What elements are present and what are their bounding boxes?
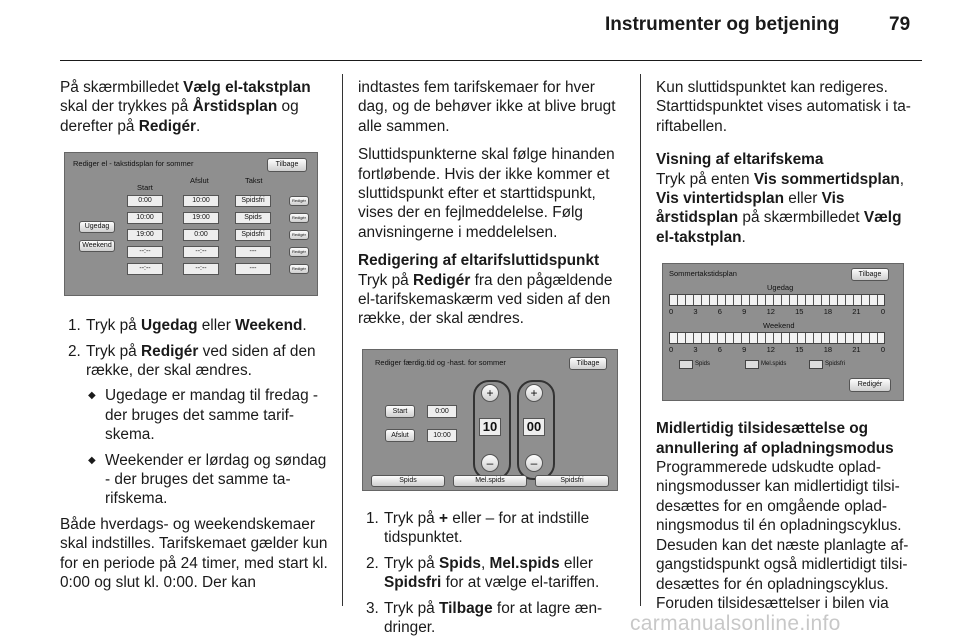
off-peak-button[interactable]: Spidsfri <box>535 475 609 487</box>
weekend-axis: 0 3 6 9 12 15 18 21 0 <box>669 345 885 355</box>
legend-swatch-mid-peak <box>745 360 759 369</box>
row-edit-button[interactable]: Redigér <box>289 196 309 206</box>
legend-swatch-peak <box>679 360 693 369</box>
section-heading: Visning af eltarifskema <box>656 151 824 169</box>
paragraph: Programmerede udskudte opladningsmodusser kan midlertidigt tilsidesættes for en omgående opladningsmodus til én opladningscyklus. Desuden kan det næste planlagte afgangstidspunkt også midlertidigt tilsidesættes for én opladningscyklus. Foruden tilsidesættelser i bilen via <box>656 459 909 612</box>
legend-swatch-off-peak <box>809 360 823 369</box>
column-rate-label: Takst <box>245 176 263 186</box>
back-button[interactable]: Tilbage <box>851 268 889 281</box>
section-heading: Redigering af eltarifsluttidspunkt <box>358 252 600 270</box>
weekend-timeline <box>669 332 885 344</box>
steps-list <box>60 316 332 509</box>
row-end-time: 0:00 <box>183 229 219 241</box>
paragraph: Tryk på enten Vis sommertidsplan, Vis vintertidsplan eller Vis årstidsplan på skærmbilledet Vælg el-takstplan. <box>656 170 905 246</box>
minute-value: 00 <box>523 418 545 436</box>
step-item: 3. Tryk på Tilbage for at lagre ændringer. <box>366 599 603 636</box>
column-divider <box>342 74 343 606</box>
row-rate: Spidsfri <box>235 195 271 207</box>
step-item: 1. Tryk på Ugedag eller Weekend. <box>68 317 307 335</box>
tariff-schedule-screenshot <box>662 263 904 401</box>
row-edit-button[interactable]: Redigér <box>289 264 309 274</box>
steps-list <box>358 509 628 637</box>
paragraph: indtastes fem tarifskemaer for hver dag, og de behøver ikke at blive brugt alle sammen. <box>358 79 616 135</box>
row-end-time: 19:00 <box>183 212 219 224</box>
row-rate: --- <box>235 263 271 275</box>
intro-paragraph: På skærmbilledet Vælg el-takstplan skal der trykkes på Årstidsplan og derefter på Redigér. <box>60 79 311 135</box>
row-rate: --- <box>235 246 271 258</box>
page-title: Instrumenter og betjening <box>605 14 840 35</box>
bullet-item: ◆ Weekender er lørdag og søndag - der bruges det samme tarifskema. <box>86 451 332 509</box>
row-edit-button[interactable]: Redigér <box>289 230 309 240</box>
column-2 <box>358 78 628 643</box>
row-start-time: --:-- <box>127 246 163 258</box>
weekend-label: Weekend <box>763 321 795 331</box>
paragraph: Sluttidspunkterne skal følge hinanden fortløbende. Hvis der ikke kommer et sluttidspunkt efter et starttidspunkt, vises der en fejlmeddelelse. Følg anvisningerne i meddelelsen. <box>358 146 615 241</box>
weekday-label: Ugedag <box>767 283 794 293</box>
minute-plus-button[interactable]: + <box>525 384 543 402</box>
page-number: 79 <box>889 14 911 35</box>
column-end-label: Afslut <box>190 176 209 186</box>
row-start-time: --:-- <box>127 263 163 275</box>
paragraph: Tryk på Redigér fra den pågældende el-tarifskemaskærm ved siden af den række, der skal ændres. <box>358 271 613 328</box>
hour-plus-button[interactable]: + <box>481 384 499 402</box>
row-end-time: --:-- <box>183 263 219 275</box>
paragraph: Kun sluttidspunktet kan redigeres. Starttidspunktet vises automatisk i tariftabellen. <box>656 79 911 135</box>
column-divider <box>640 74 641 606</box>
weekday-button[interactable]: Ugedag <box>79 221 115 233</box>
edit-button[interactable]: Redigér <box>849 378 891 392</box>
back-button[interactable]: Tilbage <box>267 158 307 172</box>
outro-paragraph: Både hverdags- og weekendskemaer skal indstilles. Tarifskemaet gælder kun for en periode på 24 timer, med start kl. 0:00 og slut kl. 0:00. Der kan <box>60 515 328 592</box>
row-end-time: --:-- <box>183 246 219 258</box>
hour-minus-button[interactable]: – <box>481 454 499 472</box>
header-rule <box>60 60 922 61</box>
back-button[interactable]: Tilbage <box>569 357 607 370</box>
row-rate: Spids <box>235 212 271 224</box>
column-1 <box>60 78 332 602</box>
weekday-axis: 0 3 6 9 12 15 18 21 0 <box>669 307 885 317</box>
start-time-value: 0:00 <box>427 405 457 418</box>
weekend-button[interactable]: Weekend <box>79 240 115 252</box>
legend-label: Spids <box>695 361 711 368</box>
bullet-item: ◆ Ugedage er mandag til fredag - der bruges det samme tarifskema. <box>86 386 332 444</box>
end-button[interactable]: Afslut <box>385 429 415 442</box>
section-heading: Midlertidig tilsidesættelse og annullering af opladningsmodus <box>656 420 894 457</box>
row-start-time: 10:00 <box>127 212 163 224</box>
screen-title: Rediger el - takstidsplan for sommer <box>73 159 194 169</box>
step-item: 1. Tryk på + eller – for at indstille tidspunktet. <box>366 509 590 547</box>
row-start-time: 0:00 <box>127 195 163 207</box>
step-item: 2. Tryk på Redigér ved siden af den række, der skal ændres. ◆ Ugedage er mandag til fredag - der bruges det samme tarifskema. ◆ Weekender er lørdag og søndag - der bruges det samme tarifskema. <box>60 342 332 509</box>
row-start-time: 19:00 <box>127 229 163 241</box>
hour-value: 10 <box>479 418 501 436</box>
watermark: carmanualsonline.info <box>630 612 841 635</box>
legend-label: Mel.spids <box>761 361 787 368</box>
screen-title: Rediger færdig.tid og -hast. for sommer <box>375 357 506 367</box>
row-rate: Spidsfri <box>235 229 271 241</box>
column-3 <box>656 78 922 622</box>
schedule-screenshot <box>64 152 318 296</box>
row-end-time: 10:00 <box>183 195 219 207</box>
row-edit-button[interactable]: Redigér <box>289 213 309 223</box>
peak-button[interactable]: Spids <box>371 475 445 487</box>
screen-title: Sommertakstidsplan <box>669 269 737 279</box>
weekday-timeline <box>669 294 885 306</box>
edit-time-screenshot <box>362 349 618 491</box>
legend-label: Spidsfri <box>825 361 846 368</box>
column-start-label: Start <box>137 183 153 193</box>
start-button[interactable]: Start <box>385 405 415 418</box>
step-item: 2. Tryk på Spids, Mel.spids eller Spidsfri for at vælge el-tariffen. <box>366 554 600 592</box>
minute-minus-button[interactable]: – <box>525 454 543 472</box>
bullet-list <box>86 386 332 508</box>
row-edit-button[interactable]: Redigér <box>289 247 309 257</box>
end-time-value: 10:00 <box>427 429 457 442</box>
mid-peak-button[interactable]: Mel.spids <box>453 475 527 487</box>
